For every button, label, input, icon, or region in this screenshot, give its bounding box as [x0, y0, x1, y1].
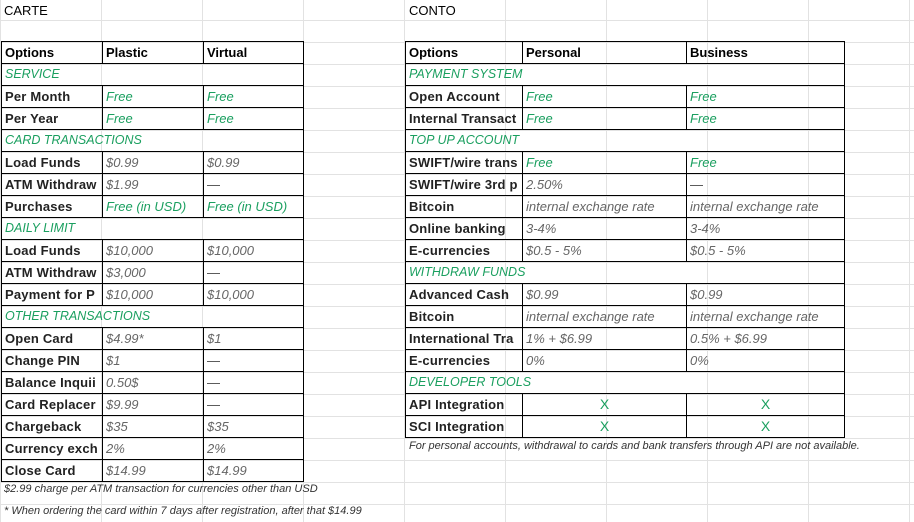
carte-value-cell[interactable]: Free (in USD): [103, 196, 204, 218]
conto-table-row: [406, 350, 845, 372]
carte-section-row: [2, 306, 304, 328]
carte-value-cell[interactable]: Free: [103, 108, 204, 130]
conto-title: CONTO: [409, 3, 456, 18]
carte-section-row: [2, 218, 304, 240]
conto-option-cell[interactable]: Open Account: [406, 86, 523, 108]
conto-section-label[interactable]: TOP UP ACCOUNT: [406, 130, 845, 152]
carte-value-cell[interactable]: 0.50$: [103, 372, 204, 394]
carte-value-cell[interactable]: —: [204, 350, 304, 372]
carte-value-cell[interactable]: $10,000: [204, 240, 304, 262]
carte-value-cell[interactable]: $1: [103, 350, 204, 372]
conto-value-cell[interactable]: 0%: [687, 350, 845, 372]
conto-note-api: For personal accounts, withdrawal to cards and bank transfers through API are not available.: [409, 440, 860, 452]
conto-value-cell[interactable]: 3-4%: [687, 218, 845, 240]
carte-option-cell[interactable]: Currency exch: [2, 438, 103, 460]
conto-table-row: [406, 218, 845, 240]
conto-option-cell[interactable]: Online banking: [406, 218, 523, 240]
carte-section-row: [2, 64, 304, 86]
conto-value-cell[interactable]: —: [687, 174, 845, 196]
carte-title: CARTE: [4, 3, 48, 18]
carte-note-open-card: * When ordering the card within 7 days after registration, after that $14.99: [4, 505, 362, 517]
carte-option-cell[interactable]: Card Replacer: [2, 394, 103, 416]
carte-option-cell[interactable]: Load Funds: [2, 152, 103, 174]
carte-option-cell[interactable]: Per Month: [2, 86, 103, 108]
conto-section-row: [406, 262, 845, 284]
carte-section-label[interactable]: SERVICE: [2, 64, 304, 86]
carte-value-cell[interactable]: $14.99: [204, 460, 304, 482]
conto-value-cell[interactable]: 3-4%: [523, 218, 687, 240]
conto-header-row: [406, 42, 845, 64]
conto-table-row: [406, 240, 845, 262]
conto-table-row: [406, 108, 845, 130]
carte-table-row: [2, 108, 304, 130]
conto-table-row: [406, 306, 845, 328]
conto-value-cell[interactable]: Free: [523, 108, 687, 130]
conto-value-cell[interactable]: X: [523, 394, 687, 416]
carte-table-row: [2, 394, 304, 416]
carte-section-label[interactable]: CARD TRANSACTIONS: [2, 130, 304, 152]
conto-header-cell[interactable]: Options: [406, 42, 523, 64]
conto-value-cell[interactable]: 1% + $6.99: [523, 328, 687, 350]
conto-value-cell[interactable]: 0%: [523, 350, 687, 372]
carte-table-row: [2, 460, 304, 482]
carte-value-cell[interactable]: Free (in USD): [204, 196, 304, 218]
carte-table-row: [2, 372, 304, 394]
carte-header-cell[interactable]: Options: [2, 42, 103, 64]
conto-value-cell[interactable]: Free: [687, 108, 845, 130]
conto-value-cell[interactable]: X: [523, 416, 687, 438]
carte-table: [1, 41, 304, 482]
carte-option-cell[interactable]: Open Card: [2, 328, 103, 350]
carte-option-cell[interactable]: Per Year: [2, 108, 103, 130]
conto-table: [405, 41, 845, 438]
conto-option-cell[interactable]: SWIFT/wire trans: [406, 152, 523, 174]
carte-value-cell[interactable]: —: [204, 372, 304, 394]
conto-value-cell[interactable]: Free: [687, 86, 845, 108]
conto-value-cell[interactable]: internal exchange rate: [523, 196, 687, 218]
carte-value-cell[interactable]: —: [204, 262, 304, 284]
conto-table-row: [406, 284, 845, 306]
conto-value-cell[interactable]: internal exchange rate: [687, 306, 845, 328]
conto-value-cell[interactable]: 0.5% + $6.99: [687, 328, 845, 350]
conto-section-row: [406, 64, 845, 86]
conto-value-cell[interactable]: X: [687, 394, 845, 416]
carte-table-row: [2, 350, 304, 372]
carte-table-row: [2, 240, 304, 262]
carte-section-row: [2, 130, 304, 152]
conto-option-cell[interactable]: Bitcoin: [406, 306, 523, 328]
carte-value-cell[interactable]: $0.99: [204, 152, 304, 174]
carte-value-cell[interactable]: Free: [103, 86, 204, 108]
carte-value-cell[interactable]: 2%: [204, 438, 304, 460]
carte-note-atm: $2.99 charge per ATM transaction for currencies other than USD: [4, 483, 318, 495]
carte-table-row: [2, 328, 304, 350]
conto-table-row: [406, 174, 845, 196]
conto-header-cell[interactable]: Business: [687, 42, 845, 64]
conto-value-cell[interactable]: 2.50%: [523, 174, 687, 196]
conto-table-row: [406, 328, 845, 350]
carte-option-cell[interactable]: Chargeback: [2, 416, 103, 438]
carte-table-row: [2, 284, 304, 306]
carte-value-cell[interactable]: $9.99: [103, 394, 204, 416]
conto-value-cell[interactable]: $0.5 - 5%: [687, 240, 845, 262]
conto-value-cell[interactable]: internal exchange rate: [523, 306, 687, 328]
carte-value-cell[interactable]: Free: [204, 108, 304, 130]
conto-option-cell[interactable]: SWIFT/wire 3rd p: [406, 174, 523, 196]
carte-table-row: [2, 152, 304, 174]
carte-value-cell[interactable]: $10,000: [103, 240, 204, 262]
carte-header-cell[interactable]: Plastic: [103, 42, 204, 64]
carte-value-cell[interactable]: $0.99: [103, 152, 204, 174]
carte-value-cell[interactable]: $1.99: [103, 174, 204, 196]
carte-option-cell[interactable]: Load Funds: [2, 240, 103, 262]
conto-header-cell[interactable]: Personal: [523, 42, 687, 64]
carte-value-cell[interactable]: $10,000: [103, 284, 204, 306]
conto-table-row: [406, 394, 845, 416]
conto-section-label[interactable]: DEVELOPER TOOLS: [406, 372, 845, 394]
carte-option-cell[interactable]: Change PIN: [2, 350, 103, 372]
carte-value-cell[interactable]: $14.99: [103, 460, 204, 482]
conto-value-cell[interactable]: Free: [687, 152, 845, 174]
conto-option-cell[interactable]: API Integration: [406, 394, 523, 416]
conto-option-cell[interactable]: E-currencies: [406, 350, 523, 372]
carte-table-row: [2, 416, 304, 438]
carte-table-row: [2, 196, 304, 218]
conto-option-cell[interactable]: Bitcoin: [406, 196, 523, 218]
conto-value-cell[interactable]: internal exchange rate: [687, 196, 845, 218]
carte-option-cell[interactable]: ATM Withdraw: [2, 262, 103, 284]
conto-section-label[interactable]: PAYMENT SYSTEM: [406, 64, 845, 86]
conto-section-row: [406, 372, 845, 394]
conto-option-cell[interactable]: Internal Transact: [406, 108, 523, 130]
conto-section-row: [406, 130, 845, 152]
conto-option-cell[interactable]: E-currencies: [406, 240, 523, 262]
carte-value-cell[interactable]: $10,000: [204, 284, 304, 306]
carte-value-cell[interactable]: —: [204, 394, 304, 416]
conto-section-label[interactable]: WITHDRAW FUNDS: [406, 262, 845, 284]
conto-value-cell[interactable]: X: [687, 416, 845, 438]
conto-value-cell[interactable]: $0.99: [687, 284, 845, 306]
carte-table-row: [2, 86, 304, 108]
carte-value-cell[interactable]: $35: [103, 416, 204, 438]
conto-table-row: [406, 86, 845, 108]
conto-table-row: [406, 152, 845, 174]
carte-value-cell[interactable]: Free: [204, 86, 304, 108]
conto-option-cell[interactable]: International Tra: [406, 328, 523, 350]
conto-value-cell[interactable]: $0.99: [523, 284, 687, 306]
conto-value-cell[interactable]: Free: [523, 86, 687, 108]
carte-value-cell[interactable]: 2%: [103, 438, 204, 460]
carte-table-row: [2, 438, 304, 460]
carte-section-label[interactable]: OTHER TRANSACTIONS: [2, 306, 304, 328]
carte-option-cell[interactable]: ATM Withdraw: [2, 174, 103, 196]
carte-option-cell[interactable]: Payment for P: [2, 284, 103, 306]
carte-table-row: [2, 262, 304, 284]
carte-section-label[interactable]: DAILY LIMIT: [2, 218, 304, 240]
conto-value-cell[interactable]: Free: [523, 152, 687, 174]
carte-value-cell[interactable]: $35: [204, 416, 304, 438]
conto-option-cell[interactable]: Advanced Cash: [406, 284, 523, 306]
carte-option-cell[interactable]: Close Card: [2, 460, 103, 482]
carte-table-row: [2, 174, 304, 196]
carte-value-cell[interactable]: $3,000: [103, 262, 204, 284]
carte-header-cell[interactable]: Virtual: [204, 42, 304, 64]
carte-value-cell[interactable]: $1: [204, 328, 304, 350]
carte-header-row: [2, 42, 304, 64]
conto-option-cell[interactable]: SCI Integration: [406, 416, 523, 438]
carte-value-cell[interactable]: —: [204, 174, 304, 196]
conto-value-cell[interactable]: $0.5 - 5%: [523, 240, 687, 262]
conto-table-row: [406, 196, 845, 218]
conto-table-row: [406, 416, 845, 438]
carte-option-cell[interactable]: Purchases: [2, 196, 103, 218]
carte-value-cell[interactable]: $4.99*: [103, 328, 204, 350]
carte-option-cell[interactable]: Balance Inquii: [2, 372, 103, 394]
